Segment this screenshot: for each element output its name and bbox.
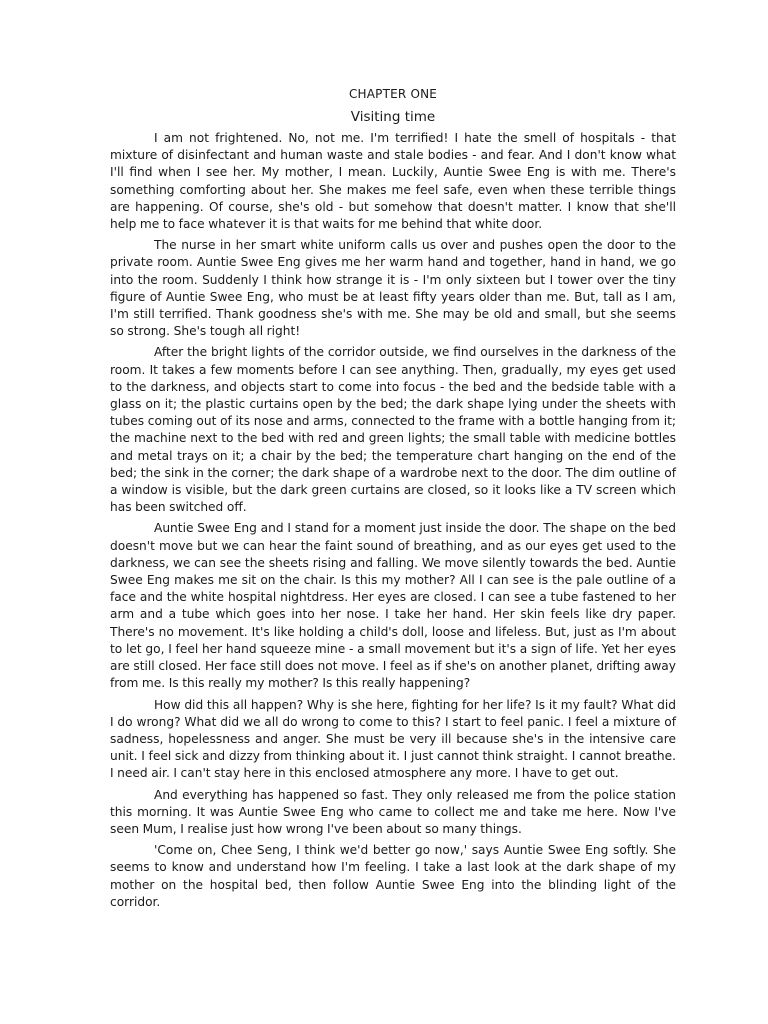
paragraph-7: 'Come on, Chee Seng, I think we'd better go now,' says Auntie Swee Eng softly. She seems to know and understand how I'm feeling. I take a last look at the dark shape of my mother on the hospital bed, then follow Auntie Swee Eng into the blinding light of the corridor. [110,843,676,909]
paragraph-5: How did this all happen? Why is she here, fighting for her life? Is it my fault? What did I do wrong? What did we all do wrong to come to this? I start to feel panic. I feel a mixture of sadness, hopelessness and anger. She must be very ill because she's in the intensive care unit. I feel sick and dizzy from thinking about it. I just cannot think straight. I cannot breathe. I need air. I can't stay here in this enclosed atmosphere any more. I have to get out. [110,697,676,781]
paragraph-2: The nurse in her smart white uniform calls us over and pushes open the door to the private room. Auntie Swee Eng gives me her warm hand and together, hand in hand, we go into the room. Suddenly I think how strange it is - I'm only sixteen but I tower over the tiny figure of Auntie Swee Eng, who must be at least fifty years older than me. But, tall as I am, I'm still terrified. Thank goodness she's with me. She may be old and small, but she seems so strong. She's tough all right! [110,238,676,339]
chapter-title: Visiting time [350,109,436,125]
paragraph-4: Auntie Swee Eng and I stand for a moment just inside the door. The shape on the bed doesn't move but we can hear the faint sound of breathing, and as our eyes get used to the darkness, we can see the sheets rising and falling. We move silently towards the bed. Auntie Swee Eng makes me sit on the chair. Is this my mother? All I can see is the pale outline of a face and the white hospital nightdress. Her eyes are closed. I can see a tube fastened to her arm and a tube which goes into her nose. I take her hand. Her skin feels like dry paper. There's no movement. It's like holding a child's doll, loose and lifeless. But, just as I'm about to let go, I feel her hand squeeze mine - a small movement but it's a sign of life. Yet her eyes are still closed. Her face still does not move. I feel as if she's on another planet, drifting away from me. Is this really my mother? Is this really happening? [110,521,676,691]
paragraph-3: After the bright lights of the corridor outside, we find ourselves in the darkness of the room. It takes a few moments before I can see anything. Then, gradually, my eyes get used to the darkness, and objects start to come into focus - the bed and the bedside table with a glass on it; the plastic curtains open by the bed; the dark shape lying under the sheets with tubes coming out of its nose and arms, connected to the frame with a bottle hanging from it; the machine next to the bed with red and green lights; the small table with medicine bottles and metal trays on it; a chair by the bed; the temperature chart hanging on the end of the bed; the sink in the corner; the dark shape of a wardrobe next to the door. The dim outline of a window is visible, but the dark green curtains are closed, so it looks like a TV screen which has been switched off. [110,345,676,515]
paragraph-6: And everything has happened so fast. They only released me from the police station this morning. It was Auntie Swee Eng who came to collect me and take me here. Now I've seen Mum, I realise just how wrong I've been about so many things. [110,787,676,836]
chapter-label: CHAPTER ONE [348,87,438,101]
paragraph-1: I am not frightened. No, not me. I'm terrified! I hate the smell of hospitals - that mixture of disinfectant and human waste and stale bodies - and fear. And I don't know what I'll find when I see her. My mother, I mean. Luckily, Auntie Swee Eng is with me. There's something comforting about her. She makes me feel safe, even when these terrible things are happening. Of course, she's old - but somehow that doesn't matter. I know that she'll help me to face whatever it is that waits for me behind that white door. [110,131,676,232]
document-page [110,86,676,915]
